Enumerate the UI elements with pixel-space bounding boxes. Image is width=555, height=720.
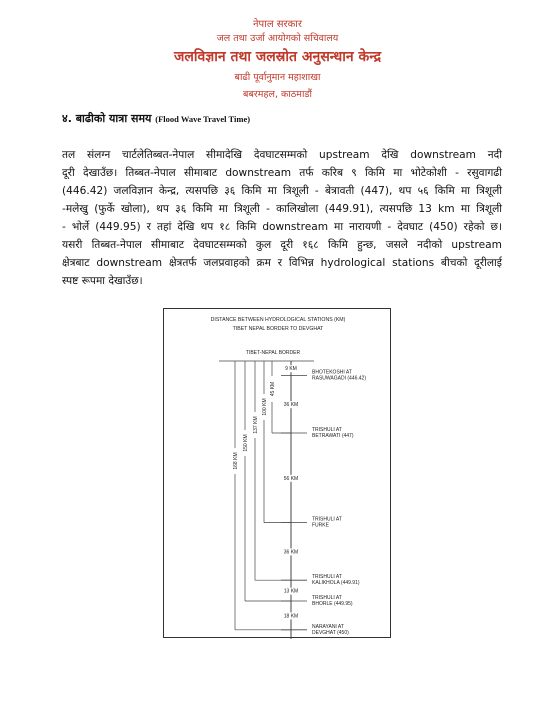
station-label: TRISHULI AT (312, 516, 342, 523)
paragraph-line: स्पष्ट रूपमा देखाउँछ। (62, 275, 143, 287)
section-title-english: (Flood Wave Travel Time) (155, 114, 251, 124)
header-secretariat: जल तथा उर्जा आयोगको सचिवालय (216, 33, 339, 44)
paragraph-line: -मलेखु (फुर्के खोला), थप ३६ किमि मा त्रिशूली - कालिखोला (449.91), त्यसपछि 13 km मा त्रिशूली (62, 203, 502, 215)
diagram-title-line2: TIBET NEPAL BORDER TO DEVGHAT (232, 326, 324, 332)
station-label: KALIKHOLA (449.91) (312, 580, 360, 587)
station-label: FURKE (312, 522, 329, 529)
station-label: BETRAWATI (447) (312, 433, 354, 439)
paragraph-line: तल संलग्न चार्टलेतिब्बत-नेपाल सीमादेखि देवघाटसम्मको upstream देखि downstream नदी (62, 149, 502, 161)
station-label: RASUWAGADI (446.42) (312, 375, 366, 382)
section-title-nepali: ४. बाढीको यात्रा समय (62, 112, 156, 125)
segment-distance-label: 13 KM (283, 588, 299, 595)
station-label: BHORLE (449.95) (312, 601, 353, 607)
distance-diagram-svg (164, 309, 392, 639)
station-label: BHOTEKOSHI AT (312, 369, 352, 376)
segment-distance-label: 36 KM (283, 549, 299, 556)
paragraph-line: (446.42) जलविज्ञान केन्द्र, त्यसपछि ३६ किमि मा त्रिशूली - बेत्रावती (447), थप ५६ किमि मा त्रिशूली (62, 185, 502, 197)
paragraph-line: क्षेत्रबाट downstream क्षेत्रतर्फ जलप्रवाहको क्रम र विभिन्न hydrological stations बीचको दूरीलाई (62, 257, 502, 269)
cumulative-distance-label: 137 KM (252, 416, 259, 434)
segment-distance-label: 56 KM (283, 475, 299, 482)
cumulative-distance-label: 168 KM (232, 452, 239, 470)
header-division: बाढी पूर्वानुमान महाशाखा (234, 72, 321, 83)
diagram-start-label: TIBET-NEPAL BORDER (245, 350, 301, 356)
segment-distance-label: 18 KM (283, 613, 299, 620)
segment-distance-label: 36 KM (283, 402, 299, 409)
station-label: NARAYANI AT (312, 623, 344, 630)
station-label: TRISHULI AT (312, 574, 342, 581)
diagram-title-line1: DISTANCE BETWEEN HYDROLOGICAL STATIONS (KM) (210, 317, 346, 323)
station-label: DEVGHAT (450) (312, 629, 349, 636)
header-government: नेपाल सरकार (253, 19, 302, 30)
station-label: TRISHULI AT (312, 427, 342, 433)
station-label: TRISHULI AT (312, 595, 342, 601)
cumulative-distance-label: 150 KM (242, 434, 249, 452)
header-address: बबरमहल, काठमाडौं (243, 89, 312, 100)
paragraph-line: यसरी तिब्बत-नेपाल सीमाबाट देवघाटसम्मको कुल दूरी १६८ किमि हुन्छ, जसले नदीको upstream (62, 239, 502, 251)
paragraph-line: दूरी देखाउँछ। तिब्बत-नेपाल सीमाबाट downstream तर्फ करिब ९ किमि मा भोटेकोशी - रसुवागढी (62, 167, 502, 179)
section-heading (62, 111, 250, 126)
paragraph-line: - भोर्ले (449.95) र तहां देखि थप १८ किमि downstream मा नारायणी - देवघाट (450) रहेको छ। (62, 221, 502, 233)
segment-distance-label: 9 KM (285, 366, 297, 373)
cumulative-distance-label: 45 KM (269, 381, 276, 397)
header-center-name: जलविज्ञान तथा जलस्रोत अनुसन्धान केन्द्र (173, 49, 382, 65)
distance-diagram (163, 308, 391, 638)
cumulative-distance-label: 100 KM (261, 398, 268, 416)
